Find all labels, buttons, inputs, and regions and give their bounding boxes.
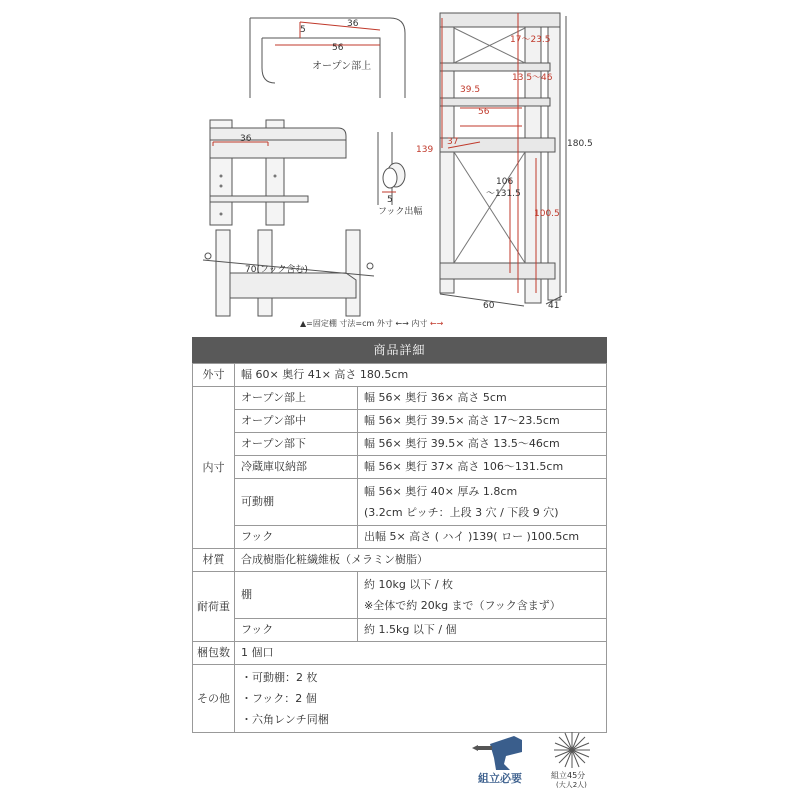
other-item: ・フック：2 個 xyxy=(241,692,317,705)
material-label: 材質 xyxy=(193,549,235,572)
rack-dim-1005: 100.5 xyxy=(534,209,560,219)
rack-dim-60: 60 xyxy=(483,301,495,311)
shelf-depth-label: 36 xyxy=(240,134,252,144)
inner-row-label: オープン部下 xyxy=(235,433,358,456)
outer-value: 幅 60× 奥行 41× 高さ 180.5cm xyxy=(235,364,607,387)
inner-row-label: 冷蔵庫収納部 xyxy=(235,456,358,479)
spec-row-inner-1 xyxy=(193,410,607,433)
load-label: 耐荷重 xyxy=(193,572,235,642)
legend-outer-arrow: ←→ xyxy=(395,319,409,328)
inner-row-label: オープン部上 xyxy=(235,387,358,410)
hook-label: フック xyxy=(235,526,358,549)
other-item: ・六角レンチ同梱 xyxy=(241,713,329,726)
assembly-required-badge: 組立必要 xyxy=(478,772,522,785)
rack-dim-37: 37 xyxy=(447,137,459,147)
open-top-depth-label: 36 xyxy=(347,19,359,29)
assembly-time: 組立45分 xyxy=(551,771,586,780)
inner-row-label: オープン部中 xyxy=(235,410,358,433)
legend-outer: 外寸 xyxy=(376,319,393,328)
inner-row-value: 幅 56× 奥行 37× 高さ 106～131.5cm xyxy=(358,456,607,479)
drill-icon xyxy=(470,730,530,772)
spec-row-inner-0 xyxy=(193,387,607,410)
movable-label: 可動棚 xyxy=(235,479,358,526)
inner-row-value: 幅 56× 奥行 39.5× 高さ 13.5～46cm xyxy=(358,433,607,456)
rack-dim-1315: ～131.5 xyxy=(486,189,521,199)
spec-row-load-hook xyxy=(193,619,607,642)
assembly-people: (大人2人) xyxy=(556,781,587,789)
rack-dim-41: 41 xyxy=(548,301,560,311)
rack-dim-17: 17～23.5 xyxy=(510,35,551,45)
hook-out-label: 5 xyxy=(387,195,393,205)
load-shelf-value xyxy=(358,572,607,619)
other-value xyxy=(235,665,607,733)
rack-dim-135: 13.5～46 xyxy=(512,73,553,83)
spec-row-material xyxy=(193,549,607,572)
rack-drawing xyxy=(430,8,580,308)
movable-value xyxy=(358,479,607,526)
spec-row-inner-3 xyxy=(193,456,607,479)
legend-fixed: ▲=固定棚 xyxy=(300,319,337,328)
rack-dim-56: 56 xyxy=(478,107,490,117)
clock-burst-icon xyxy=(552,730,592,770)
legend-unit: 寸法=cm xyxy=(339,319,375,328)
spec-title: 商品詳細 xyxy=(192,337,607,363)
material-value: 合成樹脂化粧繊維板（メラミン樹脂） xyxy=(235,549,607,572)
spec-row-outer xyxy=(193,364,607,387)
other-item: ・可動棚：2 枚 xyxy=(241,671,318,684)
spec-table xyxy=(192,363,607,733)
shelf-detail-drawing xyxy=(208,118,348,228)
packages-label: 梱包数 xyxy=(193,642,235,665)
legend-inner: 内寸 xyxy=(411,319,428,328)
load-hook-label: フック xyxy=(235,619,358,642)
movable-value-2: (3.2cm ピッチ：上段 3 穴 / 下段 9 穴) xyxy=(364,506,559,519)
rack-dim-139: 139 xyxy=(416,145,434,155)
spec-row-inner-2 xyxy=(193,433,607,456)
spec-row-movable xyxy=(193,479,607,526)
rack-dim-106: 106 xyxy=(496,177,514,187)
hook-detail-drawing xyxy=(370,130,420,210)
load-shelf-value-1: 約 10kg 以下 / 枚 xyxy=(364,578,454,591)
rack-dim-395: 39.5 xyxy=(460,85,481,95)
open-top-width-label: 56 xyxy=(332,43,344,53)
open-top-drawing xyxy=(240,8,410,103)
movable-value-1: 幅 56× 奥行 40× 厚み 1.8cm xyxy=(364,485,518,498)
open-top-caption: オープン部上 xyxy=(312,61,372,72)
spec-row-other xyxy=(193,665,607,733)
dimension-legend xyxy=(300,318,443,329)
load-shelf-label: 棚 xyxy=(235,572,358,619)
spec-row-packages xyxy=(193,642,607,665)
hook-value: 出幅 5× 高さ ( ハイ )139( ロー )100.5cm xyxy=(358,526,607,549)
base-width-label: 70(フック含む) xyxy=(245,265,308,275)
spec-row-load-shelf xyxy=(193,572,607,619)
load-shelf-value-2: ※全体で約 20kg まで（フック含まず） xyxy=(364,599,561,612)
open-top-height-label: 5 xyxy=(300,25,306,35)
outer-label: 外寸 xyxy=(193,364,235,387)
inner-label: 内寸 xyxy=(193,387,235,549)
inner-row-value: 幅 56× 奥行 39.5× 高さ 17～23.5cm xyxy=(358,410,607,433)
rack-dim-1805: 180.5 xyxy=(567,139,593,149)
other-label: その他 xyxy=(193,665,235,733)
inner-row-value: 幅 56× 奥行 36× 高さ 5cm xyxy=(358,387,607,410)
spec-row-hook xyxy=(193,526,607,549)
legend-inner-arrow: ←→ xyxy=(429,319,444,328)
load-hook-value: 約 1.5kg 以下 / 個 xyxy=(358,619,607,642)
packages-value: 1 個口 xyxy=(235,642,607,665)
hook-caption: フック出幅 xyxy=(378,207,423,217)
